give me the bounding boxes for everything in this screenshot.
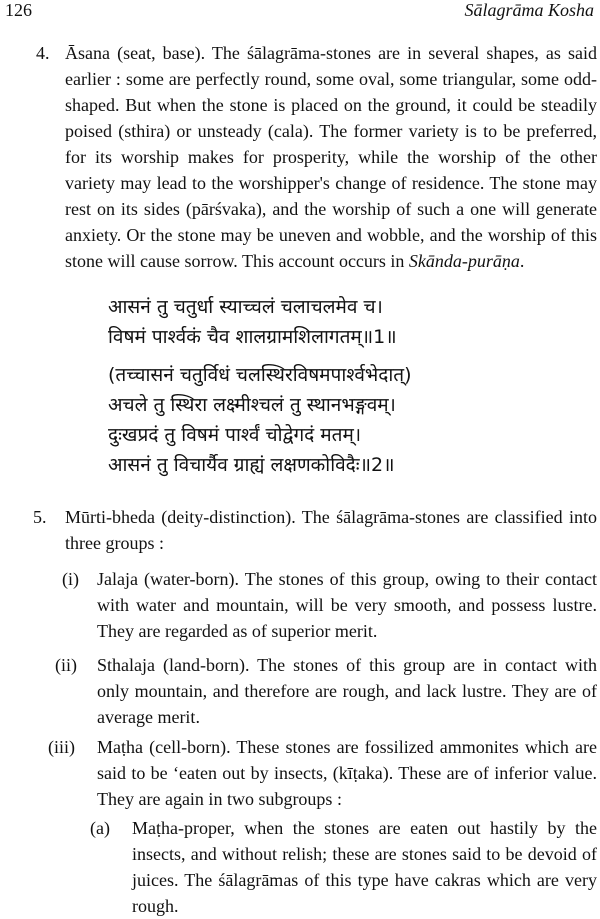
- verse-line: आसनं तु विचार्यैव ग्राह्यं लक्षणकोविदैः॥2॥: [108, 454, 395, 476]
- sub-ii-label: (ii): [55, 655, 77, 675]
- verse-line: अचले तु स्थिरा लक्ष्मीश्चलं तु स्थानभङ्गवम्।: [108, 394, 396, 416]
- sub-iii-label: (iii): [48, 737, 75, 757]
- sub-a-paragraph: Maṭha-proper, when the stones are eaten out hastily by the insects, and without relish; these are stones said to be devoid of juices. The śālagrāmas of this type have cakras which are very rough.: [132, 818, 597, 916]
- item-4-label: 4.: [36, 43, 50, 63]
- sub-i-paragraph: Jalaja (water-born). The stones of this group, owing to their contact with water and mountain, will be very smooth, and possess lustre. They are regarded as of superior merit.: [97, 569, 597, 641]
- sub-i-label: (i): [62, 569, 79, 589]
- running-title: Sālagrāma Kosha: [464, 0, 594, 20]
- sub-iii-paragraph: Maṭha (cell-born). These stones are fossilized ammonites which are said to be ‘eaten out by insects, (kīṭaka). These are of inferior value. They are again in two subgroups :: [97, 737, 597, 809]
- verse-line: विषमं पार्श्वकं चैव शालग्रामशिलागतम्॥1॥: [108, 326, 397, 348]
- source-title: Skānda-purāṇa: [408, 251, 520, 271]
- verse-line: (तच्चासनं चतुर्विधं चलस्थिरविषमपार्श्वभेदात्): [108, 364, 412, 386]
- verse-line: आसनं तु चतुर्धा स्याच्चलं चलाचलमेव च।: [108, 296, 383, 318]
- sub-ii-paragraph: Sthalaja (land-born). The stones of this group are in contact with only mountain, and therefore are rough, and lack lustre. They are of average merit.: [97, 655, 597, 727]
- item-5-label: 5.: [33, 507, 47, 527]
- item-4-text-end: .: [519, 251, 525, 271]
- verse-spacer: [108, 352, 412, 360]
- page-number: 126: [5, 0, 32, 20]
- item-5-paragraph: Mūrti-bheda (deity-distinction). The śālagrāma-stones are classified into three groups :: [65, 507, 597, 553]
- sub-a-label: (a): [90, 818, 110, 838]
- item-4-paragraph: [65, 40, 597, 274]
- item-4-text: Āsana (seat, base). The śālagrāma-stones are in several shapes, as said earlier : some are perfectly round, some oval, some triangular, some odd-shaped. But when the stone is placed on the ground, it could be steadily poised (sthira) or unsteady (cala). The former variety is to be preferred, for its worship makes for prosperity, while the worship of the other variety may lead to the worshipper's change of residence. The stone may rest on its sides (pārśvaka), and the worship of such a one will generate anxiety. Or the stone may be uneven and wobble, and the worship of this stone will cause sorrow. This account occurs in: [65, 43, 597, 271]
- verse-line: दुःखप्रदं तु विषमं पार्श्वं चोद्वेगदं मतम्।: [108, 424, 362, 446]
- sanskrit-verses: [108, 292, 412, 480]
